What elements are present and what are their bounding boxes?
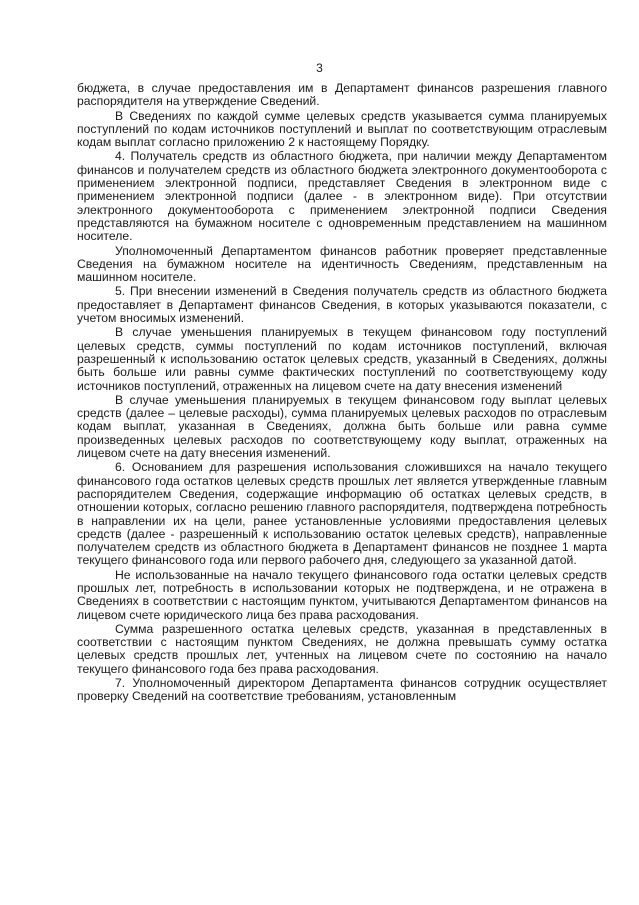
paragraph: 4. Получатель средств из областного бюджета, при наличии между Департаментом финансов и получателем средств из областного бюджета электронного документооборота с применением электронной подписи, представляет Сведения в электронном виде с применением электронной подписи (далее - в электронном виде). При отсутствии электронного документооборота с применением электронной подписи Сведения представляются на бумажном носителе с одновременным представлением на машинном носителе. — [77, 149, 607, 244]
paragraph: 5. При внесении изменений в Сведения получатель средств из областного бюджета предоставляет в Департамент финансов Сведения, в которых указываются показатели, с учетом вносимых изменений. — [77, 284, 607, 326]
paragraph: Сумма разрешенного остатка целевых средств, указанная в представленных в соответствии с настоящим пунктом Сведениях, не должна превышать сумму остатка целевых средств прошлых лет, учтенных на лицевом счете по состоянию на начало текущего финансового года без права расходования. — [77, 621, 607, 676]
paragraph: В случае уменьшения планируемых в текущем финансовом году выплат целевых средств (далее – целевые расходы), сумма планируемых целевых расходов по отраслевым кодам выплат, указанная в Сведениях, должна быть больше или равна сумме произведенных целевых расходов по соответствующему коду выплат, отраженных на лицевом счете на дату внесения изменений. — [77, 392, 607, 461]
paragraph: Уполномоченный Департаментом финансов работник проверяет представленные Сведения на бумажном носителе на идентичность Сведениям, представленным на машинном носителе. — [77, 243, 607, 285]
paragraph: В Сведениях по каждой сумме целевых средств указывается сумма планируемых поступлений по кодам источников поступлений и выплат по соответствующим отраслевым кодам выплат согласно приложению 2 к настоящему Порядку. — [77, 108, 607, 150]
paragraph: Не использованные на начало текущего финансового года остатки целевых средств прошлых лет, потребность в использовании которых не подтверждена, и не отражена в Сведениях в соответствии с настоящим пунктом, учитываются Департаментом финансов на лицевом счете юридического лица без права расходования. — [77, 567, 607, 622]
page-number: 3 — [316, 61, 323, 75]
paragraph: 7. Уполномоченный директором Департамента финансов сотрудник осуществляет проверку Сведений на соответствие требованиям, установленным — [77, 676, 607, 704]
paragraph: 6. Основанием для разрешения использования сложившихся на начало текущего финансового года остатков целевых средств прошлых лет является утвержденные главным распорядителем Сведения, содержащие информацию об остатках целевых средств, в отношении которых, согласно решению главного распорядителя, подтверждена потребность в направлении их на цели, ранее установленные условиями предоставления целевых средств (далее - разрешенный к использованию остаток целевых средств), направленные получателем средств из областного бюджета в Департамент финансов не позднее 1 марта текущего финансового года или первого рабочего дня, следующего за указанной датой. — [77, 460, 607, 568]
paragraph: бюджета, в случае предоставления им в Департамент финансов разрешения главного распорядителя на утверждение Сведений. — [77, 81, 607, 109]
document-body — [77, 82, 607, 704]
paragraph: В случае уменьшения планируемых в текущем финансовом году поступлений целевых средств, суммы поступлений по кодам источников поступлений, включая разрешенный к использованию остаток целевых средств, указанный в Сведениях, должны быть больше или равны сумме фактических поступлений по соответствующему коду источников поступлений, отраженных на лицевом счете на дату внесения изменений — [77, 325, 607, 393]
